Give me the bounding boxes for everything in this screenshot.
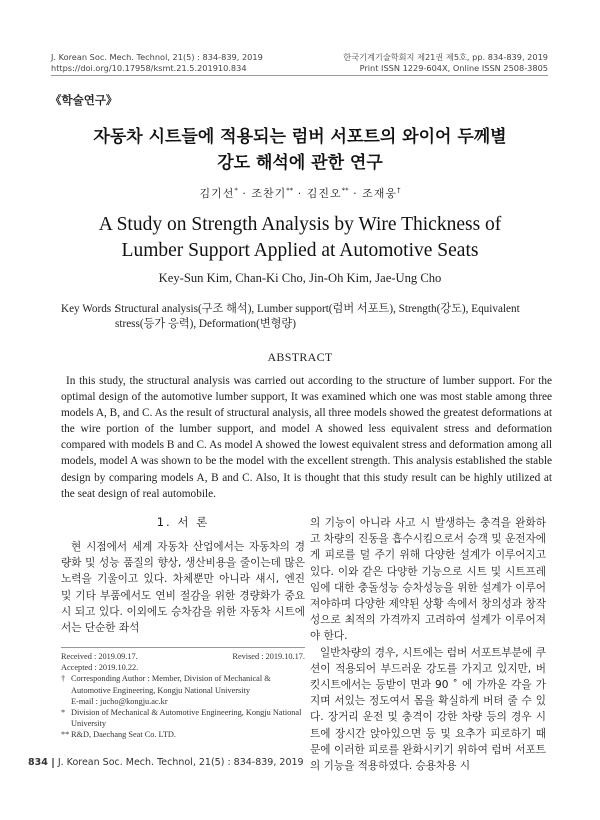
footer-citation: J. Korean Soc. Mech. Technol, 21(5) : 834-839, 2019 — [57, 757, 304, 768]
keywords — [61, 302, 552, 332]
revised-date: Revised : 2019.10.17. — [232, 652, 305, 661]
affiliation-note — [61, 729, 305, 740]
footnote-mark: ** — [61, 730, 70, 740]
received-date: Received : 2019.09.17. — [61, 652, 138, 661]
author-mark: * — [234, 186, 238, 195]
footer-divider — [52, 758, 54, 768]
journal-citation-korean: 한국기계기술학회지 제21권 제5호, pp. 834-839, 2019 — [343, 52, 548, 62]
affiliation-note — [61, 707, 305, 729]
footnotes — [61, 651, 305, 741]
issn: Print ISSN 1229-604X, Online ISSN 2508-3805 — [359, 63, 548, 73]
received-revised-row — [61, 651, 305, 662]
footnote-mark: * — [61, 708, 66, 718]
author-name: 조재웅 — [362, 187, 398, 200]
article-category: 《학술연구》 — [50, 93, 118, 107]
running-header-left — [51, 52, 263, 74]
intro-right-column — [310, 515, 546, 774]
abstract-heading: ABSTRACT — [267, 350, 333, 364]
author-mark: ** — [286, 186, 294, 195]
keywords-text: Structural analysis(구조 해석), Lumber support(럼버 서포트), Strength(강도), Equivalent stress(등가 응력), Deformation(변형량) — [115, 303, 520, 330]
header-divider — [51, 75, 548, 76]
korean-title-line1: 자동차 시트들에 적용되는 럼버 서포트의 와이어 두께별 — [93, 127, 507, 147]
korean-title-line2: 강도 해석에 관한 연구 — [217, 153, 383, 173]
page-number: 834 — [28, 757, 48, 768]
author-separator: · — [242, 187, 247, 200]
abstract-body: In this study, the structural analysis was carried out according to the structure of lumber support. For the optimal design of the automotive lumber support, It was examined which one was most stable among three models A, B, and C. As the result of structural analysis, all three models showed the greatest deformations at the wire portion of the lumber support, and model A showed less equivalent stress and deformation compared with models B and C. As model A showed the lowest equivalent stress and deformation among all models, model A was shown to be the model with the excellent strength. This analysis established the stable design by comparing models A, B and C. Also, It is thought that this study result can be highly utilized at the seat design of real automobile. — [61, 375, 552, 500]
author-mark: † — [397, 186, 401, 195]
english-title-line1: A Study on Strength Analysis by Wire Thickness of — [98, 214, 502, 235]
english-title-line2: Lumber Support Applied at Automotive Seats — [121, 240, 479, 261]
english-authors: Key-Sun Kim, Chan-Ki Cho, Jin-Oh Kim, Jae-Ung Cho — [158, 271, 442, 285]
section-heading: 1. 서 론 — [156, 515, 210, 529]
journal-citation: J. Korean Soc. Mech. Technol, 21(5) : 834-839, 2019 — [51, 52, 263, 62]
running-header-right — [343, 52, 548, 74]
korean-title — [40, 124, 560, 176]
paragraph: 일반차량의 경우, 시트에는 럼버 서포트부분에 쿠션이 적용되어 부드러운 강도를 가지고 있지만, 버킷시트에서는 등받이 면과 90 ˚ 에 가까운 각을 가지며 서있는 정도여서 몸을 확실하게 버텨 줄 수 있다. 장거리 운전 및 충격이 강한 차량 등의 경우 시트에 장시간 앉아있으면 등 및 요추가 피로하기 때문에 이러한 피로를 완화시키기 위하여 럼버 서포트의 기능을 적용하였다. 승용차용 시 — [310, 646, 546, 773]
keywords-label: Key Words : — [61, 303, 118, 315]
intro-left-column: 현 시점에서 세계 자동차 산업에서는 자동차의 경량화 및 성능 품질의 향상, 생산비용을 줄이는데 많은 노력을 기울이고 있다. 차체뿐만 아니라 섀시, 엔진 및 기타 부품에서도 연비 절감을 위한 경량화가 중요시 되고 있다. 이외에도 승차감을 위한 자동차 시트에서는 단순한 좌석 — [61, 541, 305, 635]
affiliation: Division of Mechanical & Automotive Engineering, Kongju National University — [71, 708, 302, 729]
author-mark: ** — [341, 186, 349, 195]
affiliation: R&D, Daechang Seat Co. LTD. — [71, 730, 176, 740]
author-name: 김진오 — [306, 187, 342, 200]
footnote-divider — [61, 647, 305, 648]
author-separator: · — [297, 187, 303, 200]
author-name: 김기선 — [199, 187, 235, 200]
paragraph: 의 기능이 아니라 사고 시 발생하는 충격을 완화하고 차량의 진동을 흡수시킴으로서 승객 및 운전자에게 피로를 덜 주기 위해 다양한 설계가 이루어지고 있다. 이와 같은 다양한 기능으로 시트 및 시트프레임에 대한 충돌성능 승차성능을 위한 설계가 이루어져야하며 다양한 제약된 상황 속에서 창의성과 창작성으로 최적의 가격까지 고려하여 설계가 이루어져야 한다. — [310, 517, 546, 643]
email[interactable]: E-mail : jucho@kongju.ac.kr — [71, 696, 168, 706]
corresponding-author-note — [61, 673, 305, 695]
author-name: 조찬기 — [251, 187, 287, 200]
doi-link[interactable]: https://doi.org/10.17958/ksmt.21.5.201910.834 — [51, 63, 247, 73]
corresponding-author: Corresponding Author : Member, Division of Mechanical & Automotive Engineering, Kongju National University — [71, 674, 271, 695]
english-title — [40, 212, 560, 264]
page-footer — [28, 757, 304, 768]
korean-authors — [0, 185, 600, 201]
accepted-date: Accepted : 2019.10.22. — [61, 663, 139, 673]
author-separator: · — [353, 187, 358, 200]
footnote-mark: † — [61, 674, 66, 684]
